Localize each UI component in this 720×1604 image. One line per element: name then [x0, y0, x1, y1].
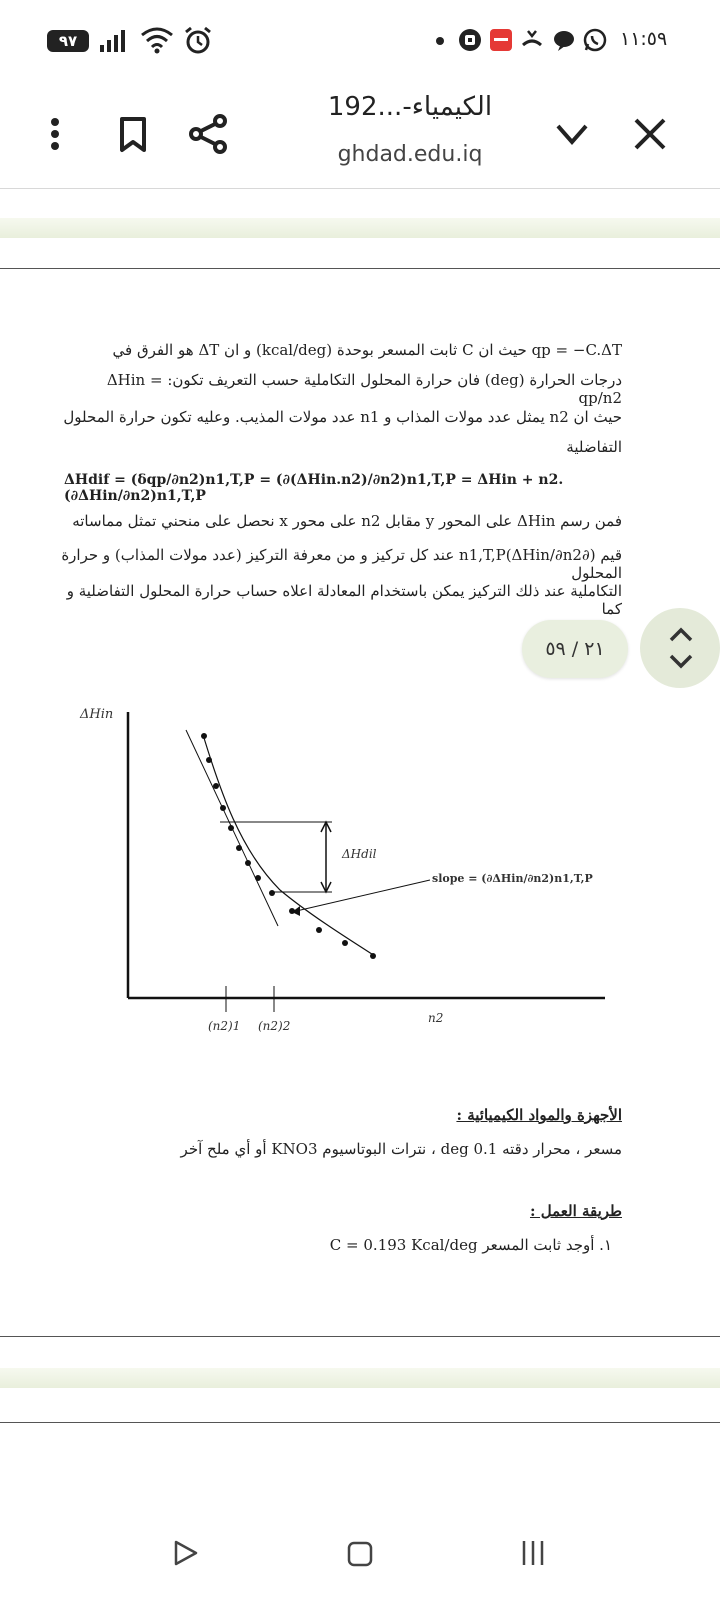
- tick-2-label: (n2)2: [258, 1019, 291, 1033]
- battery-indicator: ٩٧: [47, 30, 89, 52]
- x-axis-label: n2: [428, 1011, 444, 1025]
- news-app-icon: [489, 28, 513, 52]
- para3-line2: قيم (∂ΔHin/∂n2)n1,T,P عند كل تركيز و من معرفة التركيز (عدد مولات المذاب) و حرارة المحلول: [61, 546, 622, 582]
- section-equipment-text: مسعر ، محرار دقته 0.1 deg ، نترات البوتاسيوم KNO3 أو أي ملح آخر: [180, 1140, 622, 1158]
- page-gap-band-2: [0, 1368, 720, 1388]
- page-top-border: [0, 268, 720, 269]
- clock: ١١:٥٩: [620, 28, 668, 50]
- missed-call-icon: [520, 28, 544, 52]
- para2-line1: حيث ان n2 يمثل عدد مولات المذاب و n1 عدد مولات المذيب. وعليه تكون حرارة المحلول: [63, 408, 622, 426]
- alarm-icon: [183, 26, 213, 56]
- page-bottom-border: [0, 1336, 720, 1337]
- page-url[interactable]: ghdad.edu.iq: [337, 142, 483, 167]
- page-gap-band: [0, 218, 720, 238]
- dil-label: ΔHdil: [342, 847, 377, 861]
- notification-dot: [436, 37, 444, 45]
- slope-label: slope = (∂ΔHin/∂n2)n1,T,P: [432, 872, 593, 885]
- nav-back-icon[interactable]: [170, 1538, 200, 1568]
- toolbar-divider: [0, 188, 720, 189]
- para1-line2: درجات الحرارة (deg) فان حرارة المحلول التكاملية حسب التعريف تكون: ΔHin = qp/n2: [106, 371, 622, 407]
- nav-recents-icon[interactable]: [518, 1538, 548, 1568]
- para3-line3: التكاملية عند ذلك التركيز يمكن باستخدام المعادلة اعلاه حساب حرارة المحلول التفاضلية و كما: [66, 582, 622, 618]
- scroll-up-down-icon: [668, 626, 694, 670]
- signal-icon: [100, 30, 130, 52]
- share-icon[interactable]: [186, 112, 230, 156]
- tangent-line: [186, 730, 278, 926]
- app-notification-icon: [458, 28, 482, 52]
- next-page-top-border: [0, 1422, 720, 1423]
- differential-equation: ΔHdif = (δqp/∂n2)n1,T,P = (∂(ΔHin.n2)/∂n2)n1,T,P = ΔHin + n2.(∂ΔHin/∂n2)n1,T,P: [64, 472, 564, 504]
- para3-line1: فمن رسم ΔHin على المحور y مقابل n2 على محور x نحصل على منحني تمثل مماساته: [72, 512, 622, 530]
- whatsapp-icon: [583, 28, 607, 52]
- bookmark-icon[interactable]: [118, 114, 148, 154]
- chevron-down-icon[interactable]: [554, 116, 590, 152]
- status-bar: [0, 0, 720, 80]
- nav-home-icon[interactable]: [346, 1540, 374, 1568]
- para2-line2: التفاضلية: [566, 438, 622, 456]
- section-procedure-heading: طريقة العمل :: [529, 1202, 622, 1220]
- more-options-icon[interactable]: [40, 114, 70, 154]
- data-points: [201, 733, 376, 959]
- heat-of-solution-figure: [60, 700, 620, 1045]
- chat-icon: [552, 28, 576, 52]
- page-title[interactable]: الكيمياء-...192: [327, 92, 493, 122]
- close-icon[interactable]: [632, 116, 668, 152]
- tick-1-label: (n2)1: [208, 1019, 241, 1033]
- y-axis-label: ΔHin: [80, 707, 114, 722]
- wifi-icon: [140, 26, 174, 54]
- page-scroll-button[interactable]: [640, 608, 720, 688]
- procedure-step-1: ١. أوجد ثابت المسعر C = 0.193 Kcal/deg: [329, 1236, 612, 1254]
- para1-line1: qp = −C.ΔT حيث ان C ثابت المسعر بوحدة (kcal/deg) و ان ΔT هو الفرق في: [112, 341, 622, 359]
- slope-pointer: [292, 880, 430, 912]
- section-equipment-heading: الأجهزة والمواد الكيميائية :: [456, 1106, 622, 1124]
- page-indicator[interactable]: ٢١ / ٥٩: [522, 620, 628, 678]
